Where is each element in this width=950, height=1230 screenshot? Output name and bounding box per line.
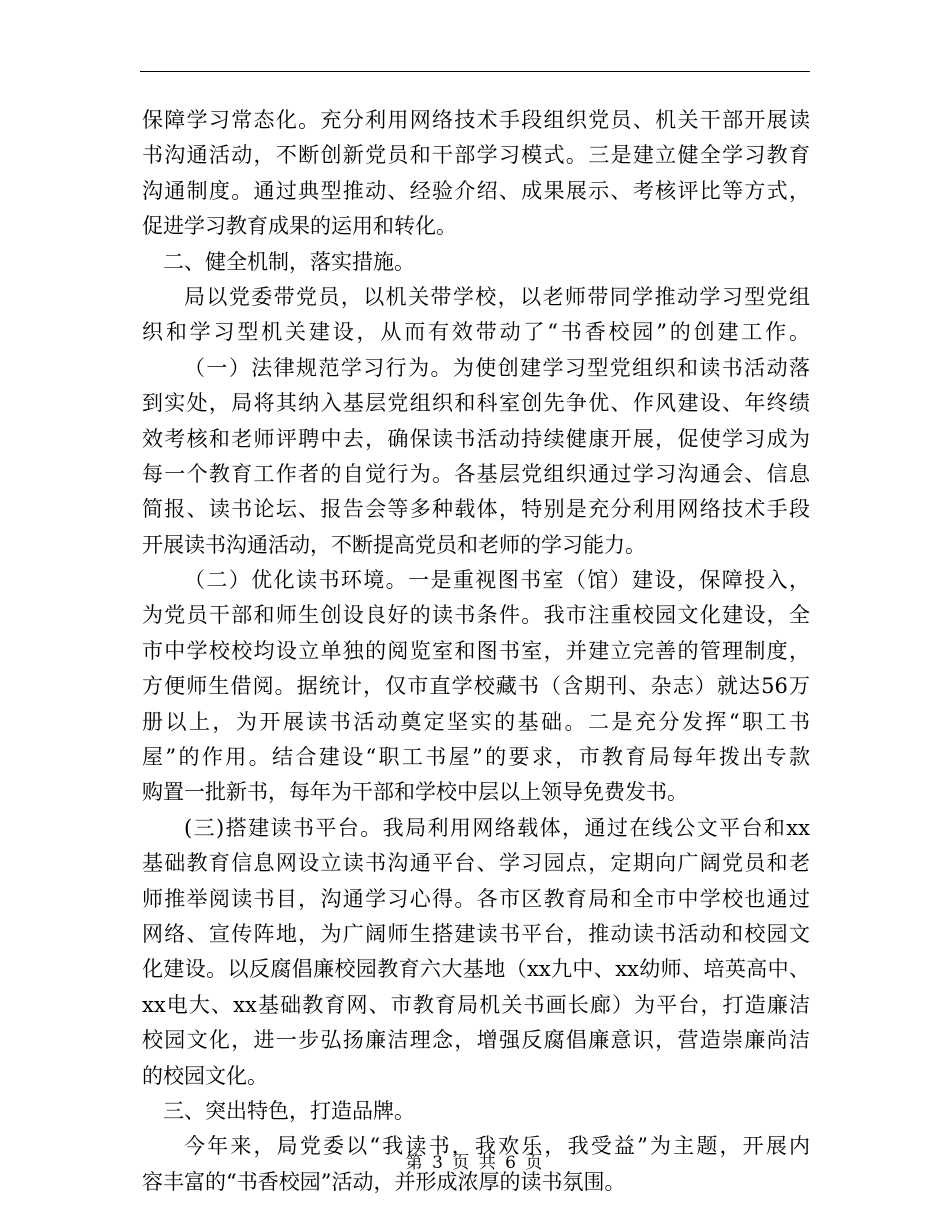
text-line: 容丰富的“书香校园”活动，并形成浓厚的读书氛围。: [142, 1169, 626, 1194]
text-line: 局以党委带党员，以机关带学校，以老师带同学推动学习型党组: [184, 284, 810, 309]
text-line: (三)搭建读书平台。我局利用网络载体，通过在线公文平台和xx: [184, 815, 810, 840]
document-body: [142, 103, 810, 1200]
text-line: 到实处，局将其纳入基层党组织和科室创先争优、作风建设、年终绩: [142, 391, 810, 416]
text-line: 的校园文化。: [142, 1063, 268, 1088]
text-line: 每一个教育工作者的自觉行为。各基层党组织通过学习沟通会、信息: [142, 461, 810, 486]
text-line: xx电大、xx基础教育网、市教育局机关书画长廊）为平台，打造廉洁: [142, 992, 810, 1017]
page-number: 第 3 页 共 6 页: [405, 1153, 545, 1173]
text-line: 简报、读书论坛、报告会等多种载体，特别是充分利用网络技术手段: [142, 497, 810, 522]
text-line: 今年来，局党委以“我读书，我欢乐，我受益”为主题，开展内: [184, 1134, 810, 1159]
text-line: 为党员干部和师生创设良好的读书条件。我市注重校园文化建设，全: [142, 603, 810, 628]
text-line: 册以上，为开展读书活动奠定坚实的基础。二是充分发挥“职工书: [142, 709, 810, 734]
text-line: 书沟通活动，不断创新党员和干部学习模式。三是建立健全学习教育: [142, 143, 810, 168]
text-line: 三、突出特色，打造品牌。: [163, 1098, 415, 1123]
text-line: 屋”的作用。结合建设“职工书屋”的要求，市教育局每年拨出专款: [142, 745, 810, 770]
text-line: 网络、宣传阵地，为广阔师生搭建读书平台，推动读书活动和校园文: [142, 921, 810, 946]
text-line: 开展读书沟通活动，不断提高党员和老师的学习能力。: [142, 532, 646, 557]
text-line: 购置一批新书，每年为干部和学校中层以上领导免费发书。: [142, 780, 688, 805]
text-line: 校园文化，进一步弘扬廉洁理念，增强反腐倡廉意识，营造崇廉尚洁: [142, 1028, 810, 1053]
text-line: （二）优化读书环境。一是重视图书室（馆）建设，保障投入，: [184, 568, 810, 593]
text-line: 沟通制度。通过典型推动、经验介绍、成果展示、考核评比等方式，: [142, 178, 810, 203]
header-rule: [140, 71, 810, 72]
text-line: 促进学习教育成果的运用和转化。: [142, 214, 457, 239]
text-line: 二、健全机制，落实措施。: [163, 249, 415, 274]
text-line: 市中学校校均设立单独的阅览室和图书室，并建立完善的管理制度，: [142, 638, 810, 663]
text-line: 方便师生借阅。据统计，仅市直学校藏书（含期刊、杂志）就达56万: [142, 674, 810, 699]
text-line: 保障学习常态化。充分利用网络技术手段组织党员、机关干部开展读: [142, 108, 810, 132]
text-line: 基础教育信息网设立读书沟通平台、学习园点，定期向广阔党员和老: [142, 851, 810, 876]
text-line: 织和学习型机关建设，从而有效带动了“书香校园”的创建工作。: [142, 320, 810, 345]
text-line: （一）法律规范学习行为。为使创建学习型党组织和读书活动落: [184, 355, 810, 380]
text-line: 效考核和老师评聘中去，确保读书活动持续健康开展，促使学习成为: [142, 426, 810, 451]
text-line: 化建设。以反腐倡廉校园教育六大基地（xx九中、xx幼师、培英高中、: [142, 957, 810, 982]
text-line: 师推举阅读书目，沟通学习心得。各市区教育局和全市中学校也通过: [142, 886, 810, 911]
